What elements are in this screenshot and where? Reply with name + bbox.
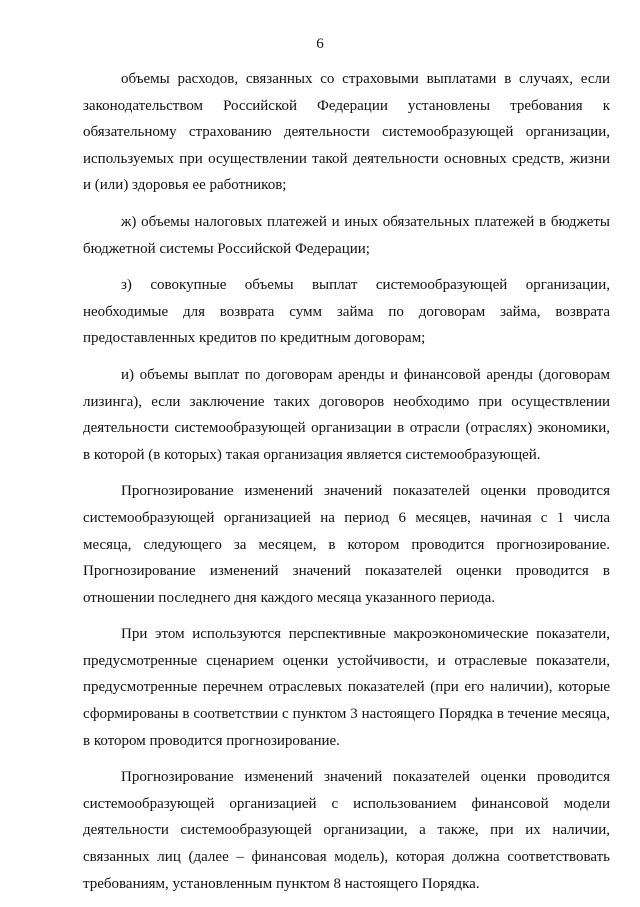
paragraph-item-zh: ж) объемы налоговых платежей и иных обязательных платежей в бюджеты бюджетной системы Российской Федерации; — [83, 213, 610, 257]
paragraph-item-i: и) объемы выплат по договорам аренды и финансовой аренды (договорам лизинга), если заключение таких договоров необходимо при осуществлении деятельности системообразующей организации в отрасли (отраслях) экономики, в которой (в которых) такая организация является системообразующей. — [83, 366, 610, 463]
document-body — [83, 66, 610, 907]
paragraph-expenses-insurance: объемы расходов, связанных со страховыми выплатами в случаях, если законодательством Российской Федерации установлены требования к обязательному страхованию деятельности системообразующей организации, используемых при осуществлении такой деятельности основных средств, жизни и (или) здоровья ее работников; — [83, 71, 610, 194]
paragraph-financial-model: Прогнозирование изменений значений показателей оценки проводится системообразующей организацией с использованием финансовой модели деятельности системообразующей организации, а также, при их наличии, связанных лиц (далее – финансовая модель), которая должна соответствовать требованиям, установленным пунктом 8 настоящего Порядка. — [83, 769, 610, 892]
paragraph-indicators-used: При этом используются перспективные макроэкономические показатели, предусмотренные сценарием оценки устойчивости, и отраслевые показатели, предусмотренные перечнем отраслевых показателей (при его наличии), которые сформированы в соответствии с пунктом 3 настоящего Порядка в течение месяца, в котором проводится прогнозирование. — [83, 626, 610, 749]
page-number: 6 — [316, 36, 324, 52]
paragraph-forecasting-period: Прогнозирование изменений значений показателей оценки проводится системообразующей организацией на период 6 месяцев, начиная с 1 числа месяца, следующего за месяцем, в котором проводится прогнозирование. Прогнозирование изменений значений показателей оценки проводится в отношении последнего дня каждого месяца указанного периода. — [83, 483, 610, 606]
paragraph-item-z: з) совокупные объемы выплат системообразующей организации, необходимые для возврата сумм займа по договорам займа, возврата предоставленных кредитов по кредитным договорам; — [83, 277, 610, 347]
